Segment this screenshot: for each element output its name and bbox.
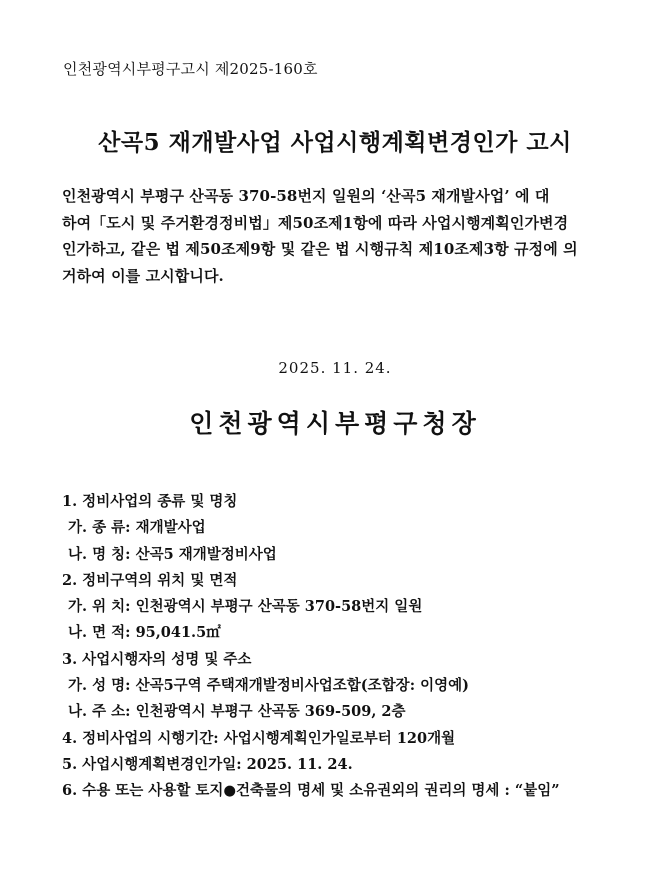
body-line: 거하여 이를 고시합니다. <box>62 266 224 285</box>
body-line: 인천광역시 부평구 산곡동 370-58번지 일원의 ‘산곡5 재개발사업’ 에 대 <box>62 187 550 205</box>
list-item-sub: 나. 명 칭: 산곡5 재개발정비사업 <box>68 545 277 563</box>
notice-date: 2025. 11. 24. <box>278 359 392 377</box>
list-item-heading: 6. 수용 또는 사용할 토지●건축물의 명세 및 소유권외의 권리의 명세 : “붙임” <box>62 782 560 800</box>
notice-items-list <box>62 489 560 805</box>
list-item-sub: 나. 면 적: 95,041.5㎡ <box>68 624 221 642</box>
list-item-heading: 3. 사업시행자의 성명 및 주소 <box>62 650 252 668</box>
signatory: 인천광역시부평구청장 <box>189 409 481 438</box>
document-title: 산곡5 재개발사업 사업시행계획변경인가 고시 <box>98 129 572 156</box>
list-item-sub: 가. 위 치: 인천광역시 부평구 산곡동 370-58번지 일원 <box>68 598 423 616</box>
notice-body-paragraph <box>62 183 610 289</box>
list-item-sub: 가. 종 류: 재개발사업 <box>68 519 206 537</box>
list-item-heading: 5. 사업시행계획변경인가일: 2025. 11. 24. <box>62 755 353 773</box>
body-line: 인가하고, 같은 법 제50조제9항 및 같은 법 시행규칙 제10조제3항 규정에 의 <box>62 240 578 258</box>
list-item-heading: 4. 정비사업의 시행기간: 사업시행계획인가일로부터 120개월 <box>62 729 456 747</box>
list-item-heading: 2. 정비구역의 위치 및 면적 <box>62 571 238 589</box>
list-item-sub: 가. 성 명: 산곡5구역 주택재개발정비사업조합(조합장: 이영예) <box>68 677 469 695</box>
list-item-sub: 나. 주 소: 인천광역시 부평구 산곡동 369-509, 2층 <box>68 703 406 721</box>
notice-number: 인천광역시부평구고시 제2025-160호 <box>63 60 318 78</box>
list-item-heading: 1. 정비사업의 종류 및 명칭 <box>62 493 238 510</box>
body-line: 하여「도시 및 주거환경정비법」제50조제1항에 따라 사업시행계획인가변경 <box>62 213 569 232</box>
